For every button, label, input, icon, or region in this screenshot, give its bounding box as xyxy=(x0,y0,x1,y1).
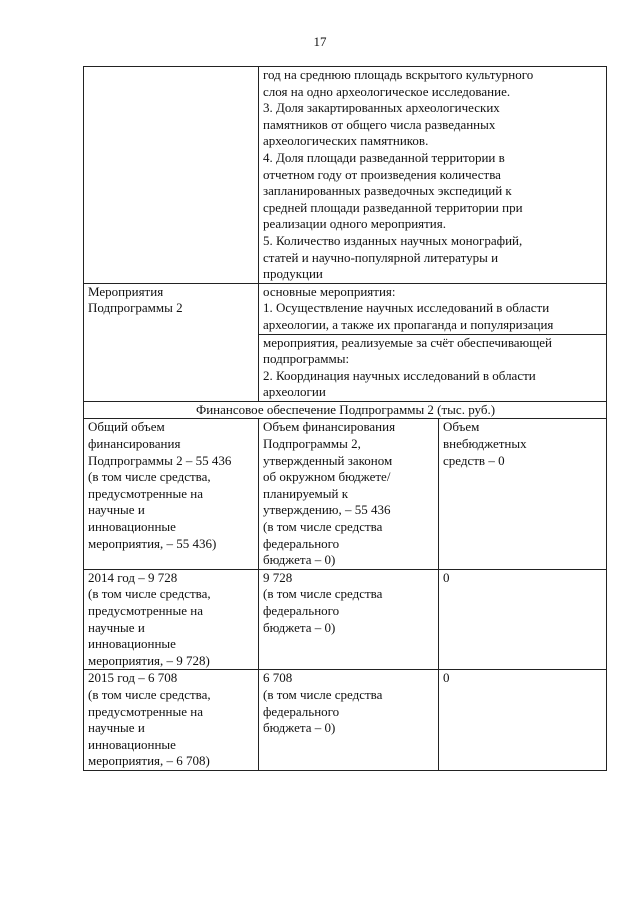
measures-label: Мероприятия Подпрограммы 2 xyxy=(84,283,259,401)
financing-header-row xyxy=(84,419,607,569)
year-2015-extra: 0 xyxy=(439,670,607,771)
year-2015-budget: 6 708 (в том числе средства федерального бюджета – 0) xyxy=(259,670,439,771)
year-2015-total: 2015 год – 6 708 (в том числе средства, предусмотренные на научные и инновационные мероприятия, – 6 708) xyxy=(84,670,259,771)
indicators-row xyxy=(84,67,607,284)
measures-main: основные мероприятия: 1. Осуществление научных исследований в области археологии, а также их пропаганда и популяризация xyxy=(259,283,607,334)
financing-budget: Объем финансирования Подпрограммы 2, утвержденный законом об окружном бюджете/ планируемый к утверждению, – 55 436 (в том числе средства федерального бюджета – 0) xyxy=(259,419,439,569)
financing-row-2015 xyxy=(84,670,607,771)
financing-title-row xyxy=(84,401,607,419)
financing-row-2014 xyxy=(84,569,607,670)
page-number: 17 xyxy=(313,34,327,49)
indicators-text: год на среднюю площадь вскрытого культурного слоя на одно археологическое исследование. 3. Доля закартированных археологических памятников от общего числа разведанных археологических памятников. 4. Доля площади разведанной территории в отчетном году от произведения количества запланированных разведочных экспедиций к средней площади разведанной территории при реализации одного мероприятия. 5. Количество изданных научных монографий, статей и научно-популярной литературы и продукции xyxy=(259,67,607,284)
financing-extra: Объем внебюджетных средств – 0 xyxy=(439,419,607,569)
measures-row xyxy=(84,283,607,334)
year-2014-extra: 0 xyxy=(439,569,607,670)
financing-total: Общий объем финансирования Подпрограммы 2 – 55 436 (в том числе средства, предусмотренные на научные и инновационные мероприятия, – 55 436) xyxy=(84,419,259,569)
financing-title: Финансовое обеспечение Подпрограммы 2 (тыс. руб.) xyxy=(84,401,607,419)
year-2014-budget: 9 728 (в том числе средства федерального бюджета – 0) xyxy=(259,569,439,670)
year-2014-total: 2014 год – 9 728 (в том числе средства, предусмотренные на научные и инновационные мероприятия, – 9 728) xyxy=(84,569,259,670)
indicators-label-cell xyxy=(84,67,259,284)
subprogram-passport-table xyxy=(83,66,607,771)
measures-support: мероприятия, реализуемые за счёт обеспечивающей подпрограммы: 2. Координация научных исследований в области археологии xyxy=(259,334,607,401)
